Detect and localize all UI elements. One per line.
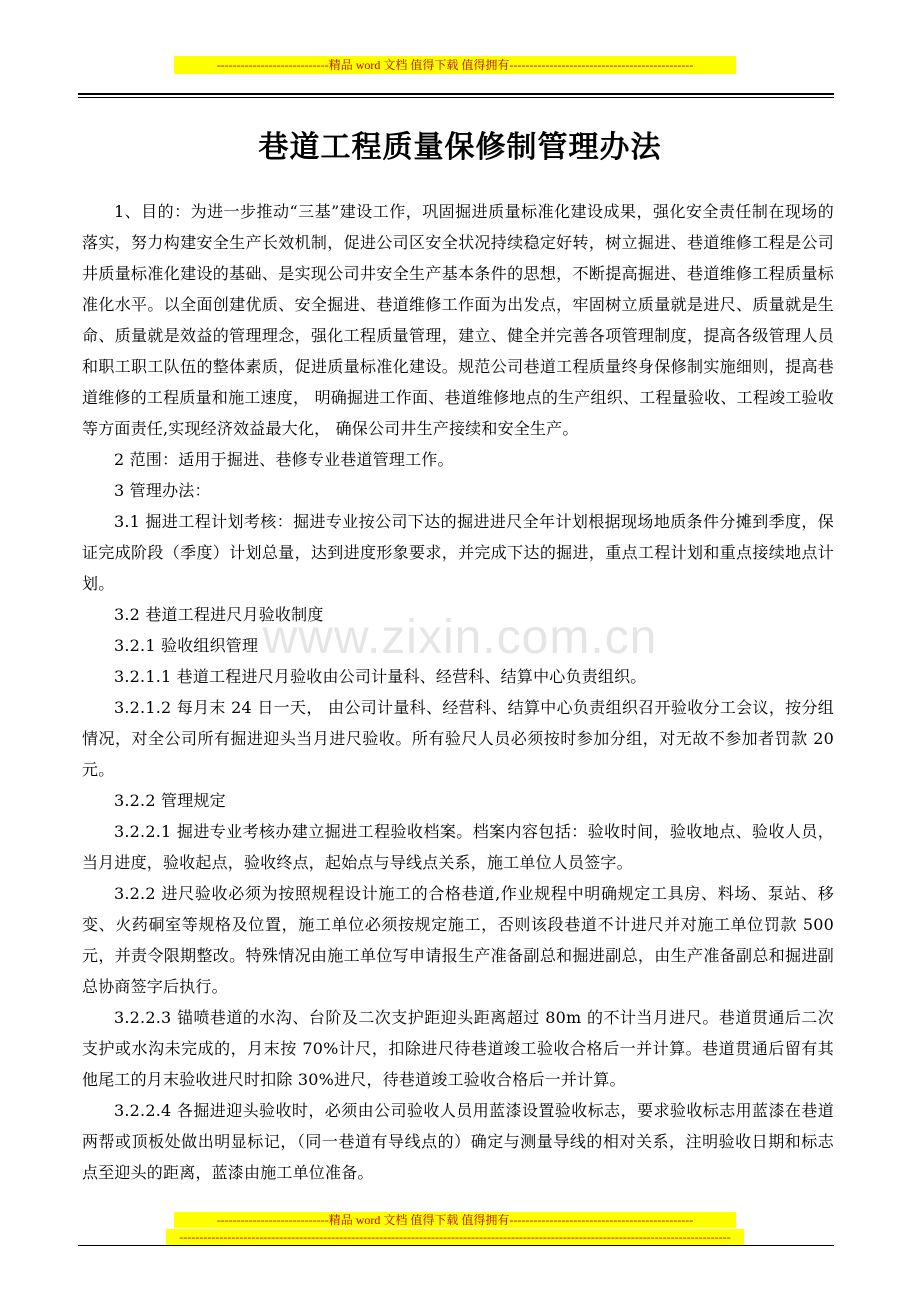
- paragraph-3-2-2-3: 3.2.2.3 锚喷巷道的水沟、台阶及二次支护距迎头距离超过 80m 的不计当月进尺。巷道贯通后二次支护或水沟未完成的，月末按 70%计尺，扣除进尺待巷道竣工验收合格后一并计算。巷道贯通后留有其他尾工的月末验收进尺时扣除 30%进尺，待巷道竣工验收合格后一并计算。: [82, 1008, 834, 1089]
- header-banner: ----------------------------精品 word 文档 值得下载 值得拥有----------------------------------------------: [174, 56, 736, 74]
- paragraph-scope: 2 范围：适用于掘进、巷修专业巷道管理工作。: [114, 450, 454, 469]
- paragraph-3-2-2-2: 3.2.2 进尺验收必须为按照规程设计施工的合格巷道,作业规程中明确规定工具房、料场、泵站、移变、火药硐室等规格及位置，施工单位必须按规定施工，否则该段巷道不计进尺并对施工单位罚款 500 元，并责令限期整改。特殊情况由施工单位写申请报生产准备副总和掘进副总，由生产准备副总和掘进副总协商签字后执行。: [82, 884, 834, 996]
- paragraph-3-1: 3.1 掘进工程计划考核：掘进专业按公司下达的掘进进尺全年计划根据现场地质条件分摊到季度，保证完成阶段（季度）计划总量，达到进度形象要求，并完成下达的掘进，重点工程计划和重点接续地点计划。: [82, 512, 834, 593]
- footer-rule: [78, 1245, 834, 1246]
- paragraph-3-2-1-2: 3.2.1.2 每月末 24 日一天， 由公司计量科、经营科、结算中心负责组织召开验收分工会议，按分组情况，对全公司所有掘进迎头当月进尺验收。所有验尺人员必须按时参加分组，对无故不参加者罚款 20 元。: [82, 698, 834, 779]
- paragraph-methods-heading: 3 管理办法：: [114, 481, 211, 500]
- watermark: www.zixin.com.cn: [262, 611, 658, 664]
- paragraph-3-2-2: 3.2.2 管理规定: [114, 791, 226, 810]
- footer-banner-dashes: ------------------------------------------------------------------------------------------------------------------------------------------: [166, 1229, 744, 1245]
- paragraph-3-2: 3.2 巷道工程进尺月验收制度: [114, 605, 324, 624]
- document-body: [82, 196, 834, 1188]
- paragraph-3-2-2-4: 3.2.2.4 各掘进迎头验收时，必须由公司验收人员用蓝漆设置验收标志，要求验收标志用蓝漆在巷道两帮或顶板处做出明显标记，（同一巷道有导线点的）确定与测量导线的相对关系，注明验收日期和标志点至迎头的距离，蓝漆由施工单位准备。: [82, 1101, 834, 1182]
- footer-banner: ----------------------------精品 word 文档 值得下载 值得拥有----------------------------------------------: [174, 1212, 736, 1228]
- document-title: 巷道工程质量保修制管理办法: [258, 130, 662, 165]
- paragraph-3-2-1-1: 3.2.1.1 巷道工程进尺月验收由公司计量科、经营科、结算中心负责组织。: [114, 667, 647, 686]
- paragraph-3-2-2-1: 3.2.2.1 掘进专业考核办建立掘进工程验收档案。档案内容包括：验收时间，验收地点、验收人员，当月进度，验收起点，验收终点，起始点与导线点关系，施工单位人员签字。: [82, 822, 834, 872]
- header-rule-thin: [78, 97, 834, 98]
- paragraph-purpose: 1、目的：为进一步推动“三基”建设工作，巩固掘进质量标准化建设成果，强化安全责任制在现场的落实，努力构建安全生产长效机制，促进公司区安全状况持续稳定好转，树立掘进、巷道维修工程是公司井质量标准化建设的基础、是实现公司井安全生产基本条件的思想，不断提高掘进、巷道维修工程质量标准化水平。以全面创建优质、安全掘进、巷道维修工作面为出发点，牢固树立质量就是进尺、质量就是生命、质量就是效益的管理理念，强化工程质量管理，建立、健全并完善各项管理制度，提高各级管理人员和职工职工队伍的整体素质，促进质量标准化建设。规范公司巷道工程质量终身保修制实施细则，提高巷道维修的工程质量和施工速度， 明确掘进工作面、巷道维修地点的生产组织、工程量验收、工程竣工验收等方面责任,实现经济效益最大化， 确保公司井生产接续和安全生产。: [82, 202, 834, 438]
- paragraph-3-2-1: 3.2.1 验收组织管理: [114, 636, 259, 655]
- header-rule-thick: [78, 93, 834, 95]
